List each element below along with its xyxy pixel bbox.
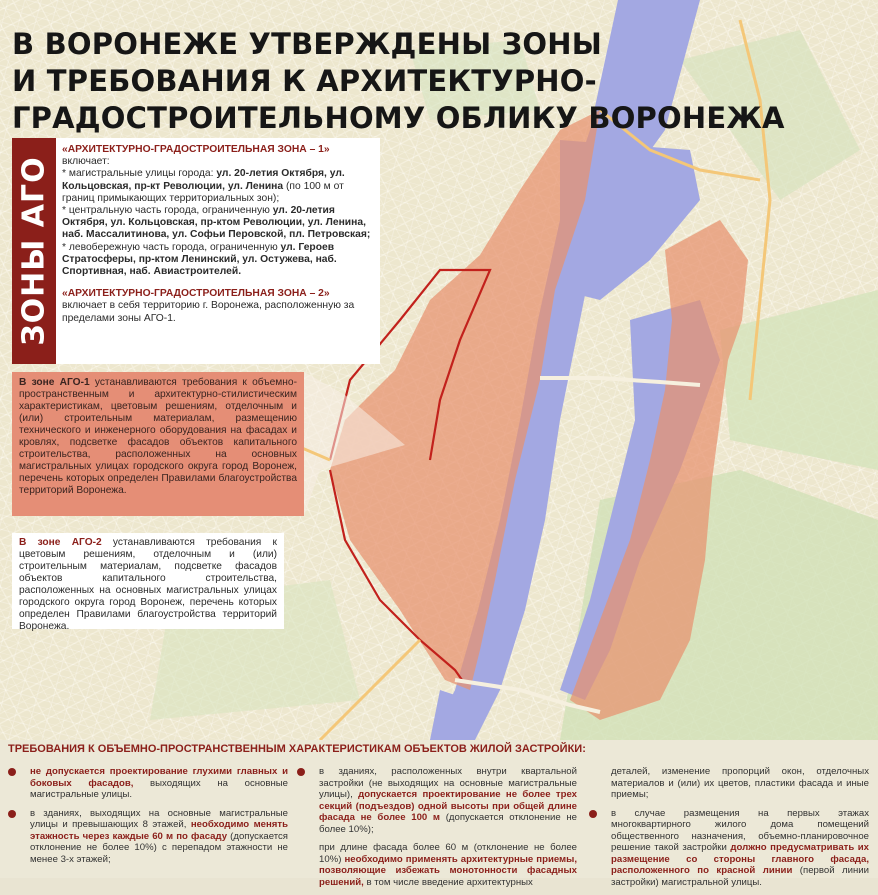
- ago1-text: В зоне АГО-1 устанавливаются требования к объемно-пространственным и архитектурно-стилистическим характеристикам, цветовым решениям, отделочным и (или) строительным материалам, размещению технического и инженерного оборудования на фасадах и кровлях, подсветке фасадов объектов капитального строительства, расположенных на основных магистральных улицах городского округа город Воронеж, перечень которых определен Правилами благоустройства территорий Воронежа.: [19, 377, 297, 496]
- ago2-lead: В зоне АГО-2: [19, 537, 102, 548]
- requirement-item: не допускается проектирование глухими главных и боковых фасадов, выходящих на основные магистральные улицы.: [8, 766, 288, 801]
- ago1-lead: В зоне АГО-1: [19, 377, 90, 388]
- zone2-text: включает в себя территорию г. Воронежа, расположенную за пределами зоны АГО-1.: [62, 300, 355, 324]
- zone1-item: * центральную часть города, ограниченную ул. 20-летия Октября, ул. Кольцовская, пр-ктом Революции, ул. Ленина, наб. Массалитинова, ул. Софьи Перовской, пл. Петровская;: [62, 205, 371, 241]
- requirements-column: [8, 766, 288, 872]
- requirements-column: [297, 766, 577, 895]
- ago-zones-panel: [12, 138, 380, 364]
- ago-vertical-label: ЗОНЫ АГО: [16, 156, 52, 346]
- requirement-item: в случае размещения на первых этажах многоквартирного жилого дома помещений общественного назначения, объемно-планировочное решение такой застройки должно предусматривать их размещение со стороны главного фасада, расположенного по красной линии (первой линии застройки) магистральной улицы.: [589, 808, 869, 889]
- headline-line: И ТРЕБОВАНИЯ К АРХИТЕКТУРНО-: [12, 64, 597, 98]
- ago-vertical-bar: [12, 138, 56, 364]
- ago2-text: В зоне АГО-2 устанавливаются требования к цветовым решениям, отделочным и (или) строительным материалам, подсветке фасадов объектов капитального строительства, расположенных на основных магистральных улицах городского округа город Воронеж, перечень которых определен Правилами благоустройства территорий Воронежа.: [19, 537, 277, 632]
- zone1-title: «АРХИТЕКТУРНО-ГРАДОСТРОИТЕЛЬНАЯ ЗОНА – 1»: [62, 144, 330, 155]
- requirement-item: деталей, изменение пропорций окон, отделочных материалов и (или) их цветов, пластики фасада и иные приемы;: [611, 766, 869, 800]
- requirement-item: при длине фасада более 60 м (отклонение не более 10%) необходимо применять архитектурные приемы, позволяющие избежать монотонности фасадных решений, в том числе введение архитектурных: [319, 842, 578, 888]
- bullet-icon: [297, 768, 305, 776]
- zone1-includes: включает:: [62, 156, 110, 168]
- headline: [12, 26, 812, 137]
- requirement-item: в зданиях, выходящих на основные магистральные улицы и превышающих 8 этажей, необходимо менять этажность через каждые 60 м по фасаду (допускается отклонение не более 10%) с перепадом этажности не менее 3-х этажей;: [8, 808, 288, 866]
- headline-line: В ВОРОНЕЖЕ УТВЕРЖДЕНЫ ЗОНЫ: [12, 27, 602, 61]
- zone1-item: * магистральные улицы города: ул. 20-летия Октября, ул. Кольцовская, пр-кт Революции, ул. Ленина (по 100 м от границ примыкающих территориальных зон);: [62, 168, 345, 204]
- requirements-column: [589, 766, 869, 895]
- zone1-item: * левобережную часть города, ограниченную ул. Героев Стратосферы, пр-ктом Ленинский, ул. Остужева, наб. Спортивная, наб. Авиастроителей.: [62, 241, 337, 278]
- ago-zones-description: [62, 144, 376, 325]
- requirement-item: в зданиях, расположенных внутри квартальной застройки (не выходящих на основные магистральные улицы), допускается проектирование не более трех секций (подъездов) одной высоты при общей длине фасада не более 100 м (допускается отклонение не более 10%);: [297, 766, 577, 835]
- requirements-title: ТРЕБОВАНИЯ К ОБЪЕМНО-ПРОСТРАНСТВЕННЫМ ХАРАКТЕРИСТИКАМ ОБЪЕКТОВ ЖИЛОЙ ЗАСТРОЙКИ:: [8, 743, 586, 755]
- requirements-section: [0, 740, 878, 888]
- bullet-icon: [589, 810, 597, 818]
- bullet-icon: [8, 810, 16, 818]
- headline-line: ГРАДОСТРОИТЕЛЬНОМУ ОБЛИКУ ВОРОНЕЖА: [12, 101, 785, 135]
- zone2-title: «АРХИТЕКТУРНО-ГРАДОСТРОИТЕЛЬНАЯ ЗОНА – 2»: [62, 288, 330, 300]
- ago2-requirements-box: [12, 533, 284, 632]
- ago1-requirements-box: [12, 372, 304, 516]
- bullet-icon: [8, 768, 16, 776]
